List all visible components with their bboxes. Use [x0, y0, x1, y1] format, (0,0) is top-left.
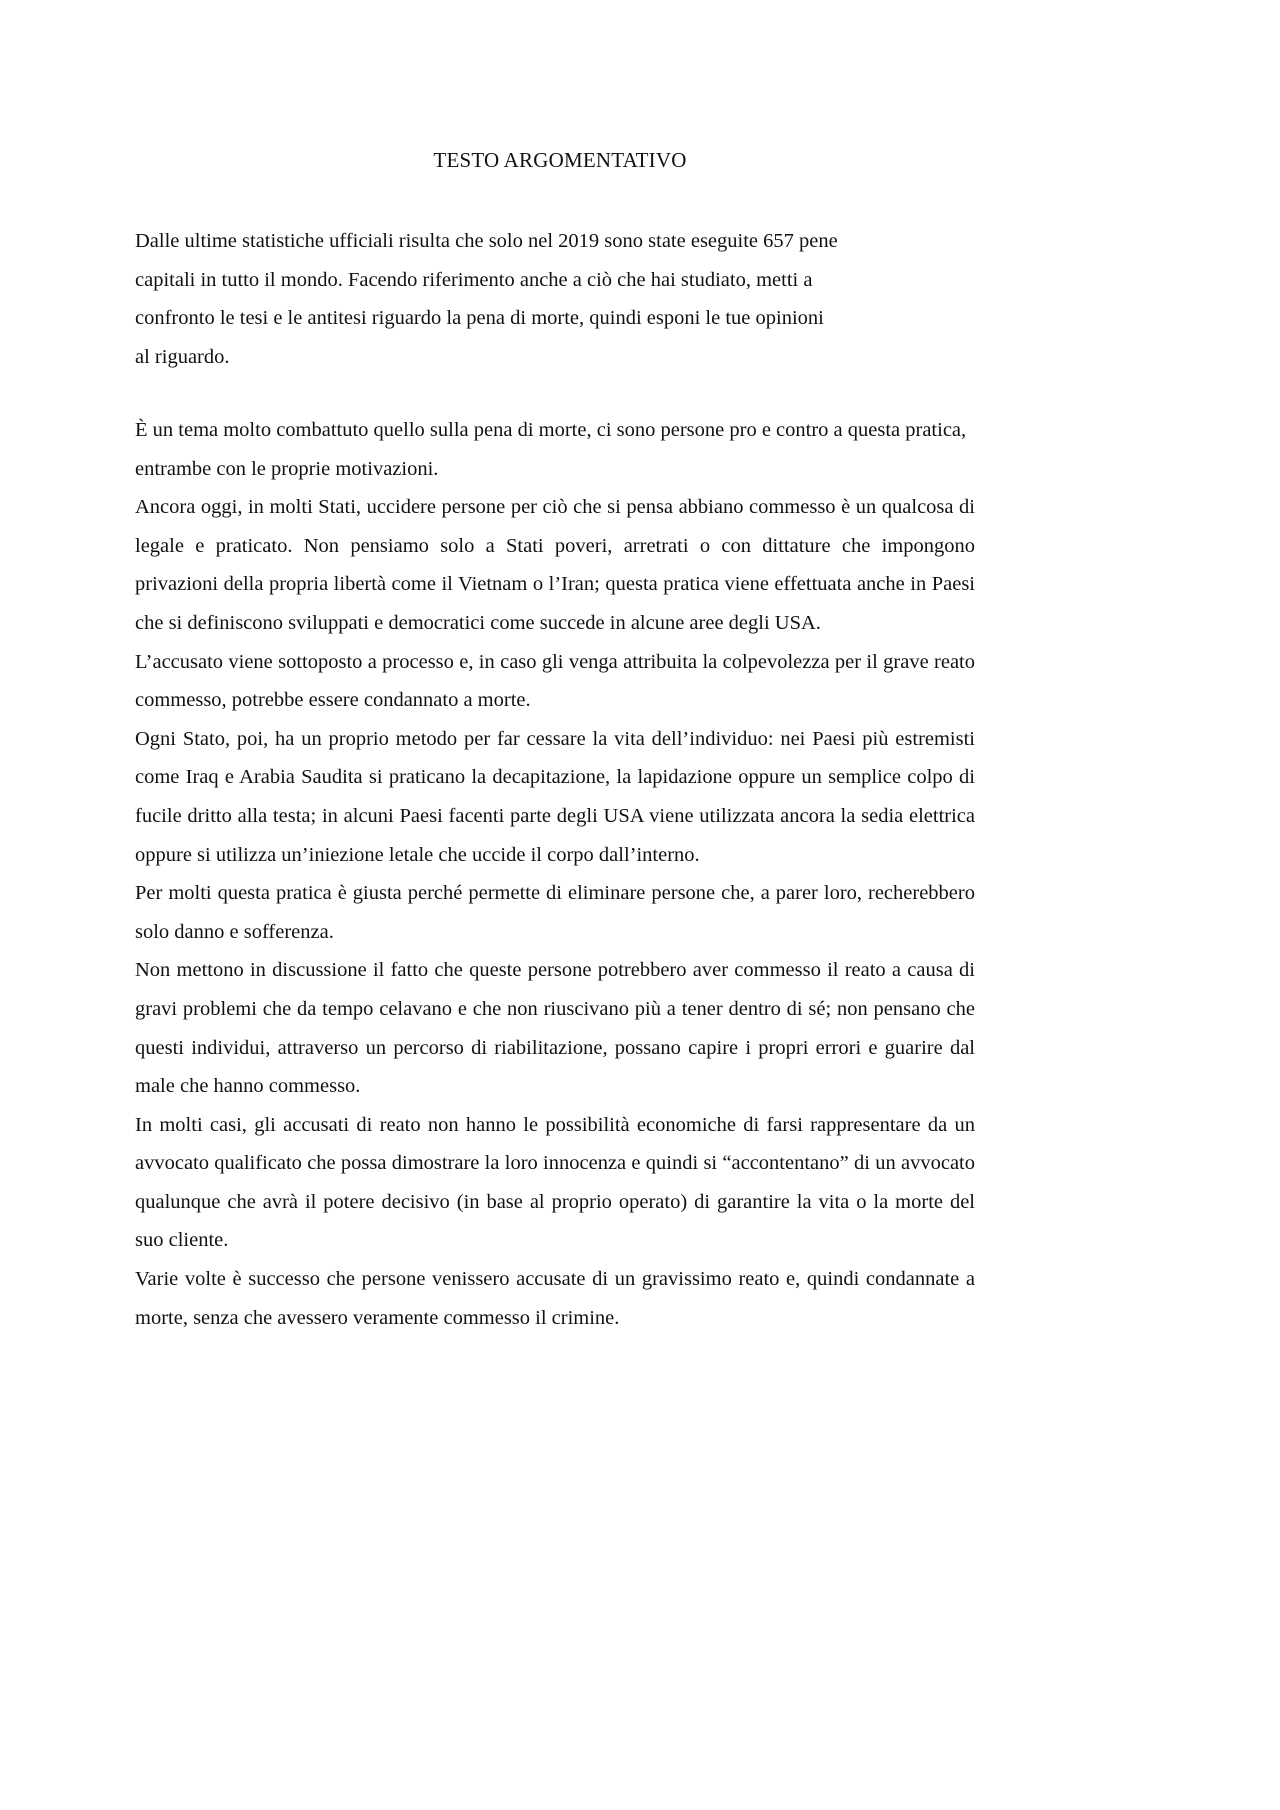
essay-paragraph: È un tema molto combattuto quello sulla pena di morte, ci sono persone pro e contro a questa pratica, entrambe con le proprie motivazioni. [135, 419, 967, 480]
essay-paragraph: Per molti questa pratica è giusta perché permette di eliminare persone che, a parer loro, recherebbero solo danno e sofferenza. [135, 882, 975, 943]
essay-prompt [135, 222, 905, 376]
prompt-line: al riguardo. [135, 345, 230, 368]
essay-paragraph: L’accusato viene sottoposto a processo e, in caso gli venga attribuita la colpevolezza per il grave reato commesso, potrebbe essere condannato a morte. [135, 650, 975, 712]
essay-paragraph: Ancora oggi, in molti Stati, uccidere persone per ciò che si pensa abbiano commesso è un qualcosa di legale e praticato. Non pensiamo solo a Stati poveri, arretrati o con dittature che impongono privazioni della propria libertà come il Vietnam o l’Iran; questa pratica viene effettuata anche in Paesi che si definiscono sviluppati e democratici come succede in alcune aree degli USA. [135, 496, 975, 634]
prompt-line: confronto le tesi e le antitesi riguardo la pena di morte, quindi esponi le tue opinioni [135, 307, 824, 329]
essay-paragraph: Varie volte è successo che persone venissero accusate di un gravissimo reato e, quindi condannate a morte, senza che avessero veramente commesso il crimine. [135, 1268, 975, 1329]
prompt-line: capitali in tutto il mondo. Facendo riferimento anche a ciò che hai studiato, metti a [135, 268, 813, 291]
essay-paragraph: In molti casi, gli accusati di reato non hanno le possibilità economiche di farsi rappresentare da un avvocato qualificato che possa dimostrare la loro innocenza e quindi si “accontentano” di un avvocato qualunque che avrà il potere decisivo (in base al proprio operato) di garantire la vita o la morte del suo cliente. [135, 1113, 975, 1252]
prompt-line: Dalle ultime statistiche ufficiali risulta che solo nel 2019 sono state eseguite 657 pene [135, 230, 838, 252]
essay-paragraph: Ogni Stato, poi, ha un proprio metodo per far cessare la vita dell’individuo: nei Paesi più estremisti come Iraq e Arabia Saudita si praticano la decapitazione, la lapidazione oppure un semplice colpo di fucile dritto alla testa; in alcuni Paesi facenti parte degli USA viene utilizzata ancora la sedia elettrica oppure si utilizza un’iniezione letale che uccide il corpo dall’interno. [135, 727, 975, 866]
essay-paragraph: Non mettono in discussione il fatto che queste persone potrebbero aver commesso il reato a causa di gravi problemi che da tempo celavano e che non riuscivano più a tener dentro di sé; non pensano che questi individui, attraverso un percorso di riabilitazione, possano capire i propri errori e guarire dal male che hanno commesso. [135, 959, 975, 1098]
essay-body [135, 411, 975, 1337]
page-title: TESTO ARGOMENTATIVO [433, 148, 687, 172]
